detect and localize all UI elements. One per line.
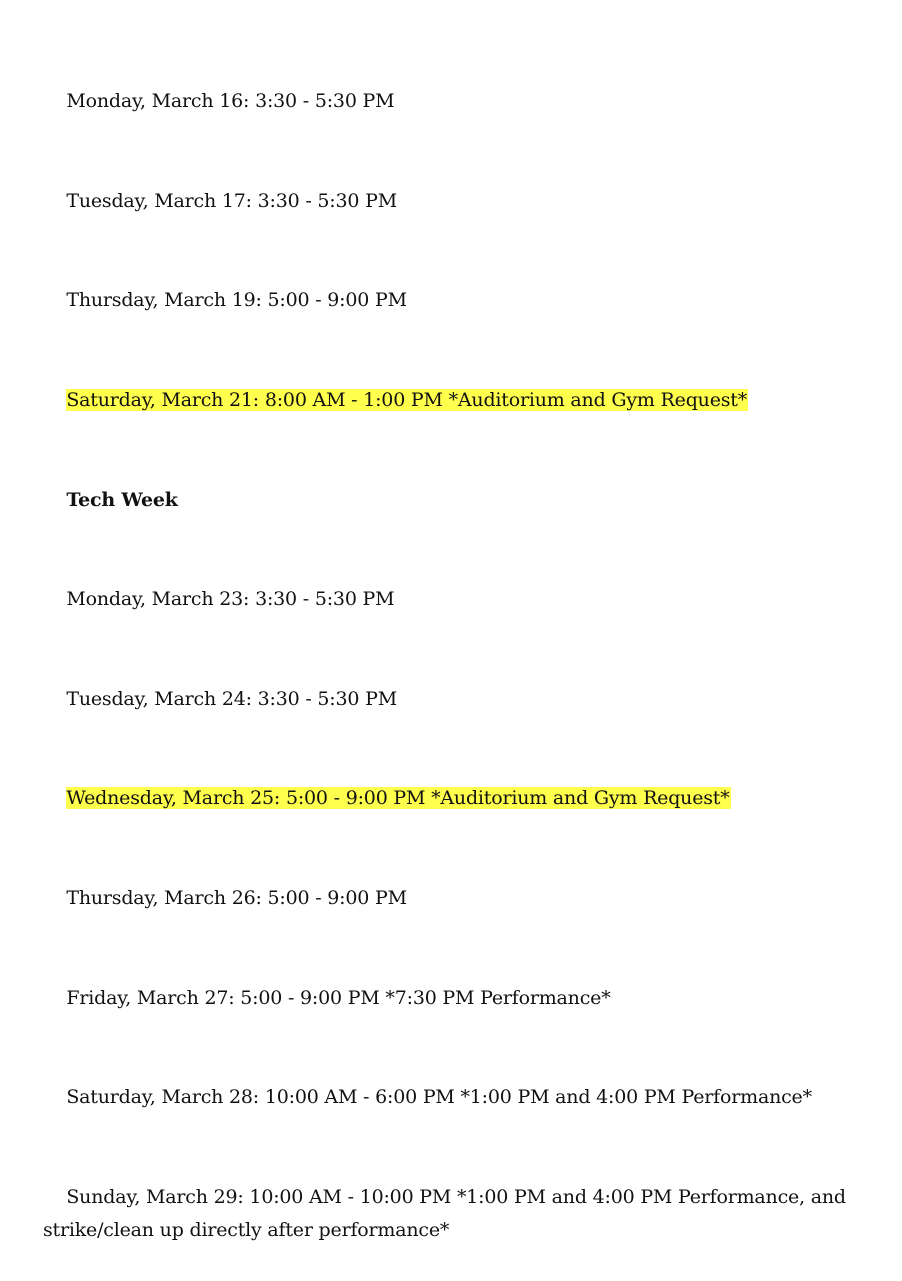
tech-week-heading xyxy=(43,450,878,550)
schedule-line-sat-mar-28 xyxy=(43,1048,878,1148)
section-heading-text: Tech Week xyxy=(66,488,178,511)
schedule-line-mon-mar-23 xyxy=(43,550,878,650)
schedule-line-text: Friday, March 27: 5:00 - 9:00 PM *7:30 PM Performance* xyxy=(66,986,611,1009)
schedule-line-text: Tuesday, March 24: 3:30 - 5:30 PM xyxy=(66,687,397,710)
schedule-line-text: Thursday, March 19: 5:00 - 9:00 PM xyxy=(66,289,407,312)
schedule-line-thu-mar-26 xyxy=(43,849,878,949)
schedule-line-text: Wednesday, March 25: 5:00 - 9:00 PM *Auditorium and Gym Request* xyxy=(66,787,730,810)
schedule-line-text: Monday, March 16: 3:30 - 5:30 PM xyxy=(66,90,395,113)
schedule-line-wed-mar-25-highlighted xyxy=(43,749,878,849)
schedule-line-text: Saturday, March 28: 10:00 AM - 6:00 PM *1:00 PM and 4:00 PM Performance* xyxy=(66,1086,812,1109)
schedule-line-sun-mar-29 xyxy=(43,1148,878,1281)
schedule-line-tue-mar-17 xyxy=(43,152,878,252)
schedule-line-text: Saturday, March 21: 8:00 AM - 1:00 PM *Auditorium and Gym Request* xyxy=(66,389,748,412)
schedule-line-sat-mar-21-highlighted xyxy=(43,351,878,451)
schedule-line-text: Sunday, March 29: 10:00 AM - 10:00 PM *1:00 PM and 4:00 PM Performance, and strike/clean up directly after performance* xyxy=(43,1185,852,1242)
schedule-line-mon-mar-16 xyxy=(43,52,878,152)
schedule-line-text: Thursday, March 26: 5:00 - 9:00 PM xyxy=(66,887,407,910)
schedule-line-text: Monday, March 23: 3:30 - 5:30 PM xyxy=(66,588,395,611)
schedule-line-text: Tuesday, March 17: 3:30 - 5:30 PM xyxy=(66,189,397,212)
schedule-document xyxy=(43,52,878,1281)
schedule-line-tue-mar-24 xyxy=(43,650,878,750)
schedule-line-fri-mar-27 xyxy=(43,948,878,1048)
schedule-line-thu-mar-19 xyxy=(43,251,878,351)
